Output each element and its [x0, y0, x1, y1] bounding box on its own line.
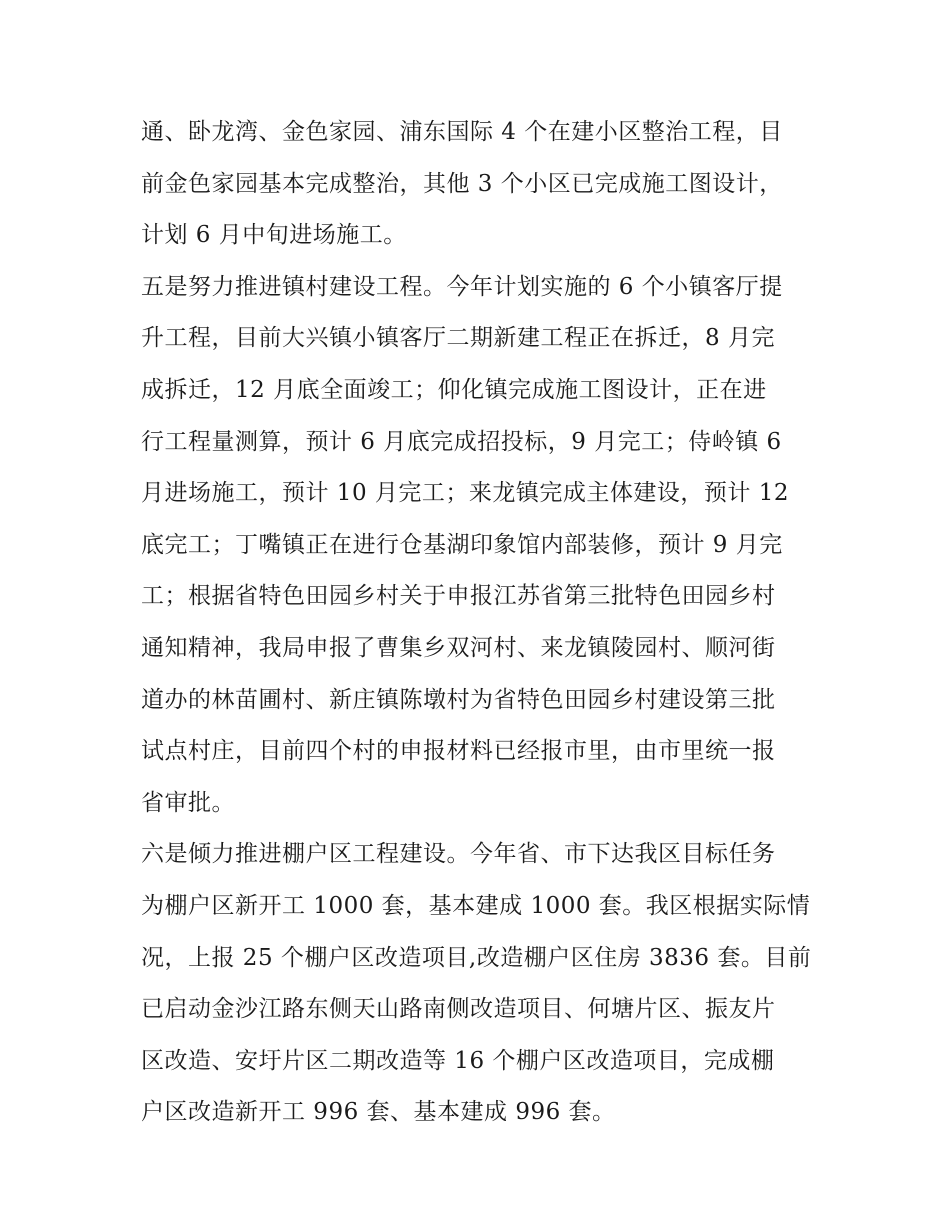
text-line: 计划 6 月中旬进场施工。 — [141, 222, 407, 249]
text-line: 行工程量测算，预计 6 月底完成招投标，9 月完工；侍岭镇 6 — [141, 428, 782, 455]
text-line: 通知精神，我局申报了曹集乡双河村、来龙镇陵园村、顺河街 — [141, 634, 776, 661]
text-line: 道办的林苗圃村、新庄镇陈墩村为省特色田园乡村建设第三批 — [141, 686, 776, 713]
text-line: 况，上报 25 个棚户区改造项目,改造棚户区住房 3836 套。目前 — [141, 944, 812, 971]
text-line: 六是倾力推进棚户区工程建设。今年省、市下达我区目标任务 — [141, 841, 776, 868]
text-line: 五是努力推进镇村建设工程。今年计划实施的 6 个小镇客厅提 — [141, 273, 783, 300]
body-text — [141, 107, 821, 1139]
text-line: 底完工；丁嘴镇正在进行仓基湖印象馆内部装修，预计 9 月完 — [141, 531, 783, 558]
text-line: 为棚户区新开工 1000 套，基本建成 1000 套。我区根据实际情 — [141, 892, 811, 919]
text-line: 前金色家园基本完成整治，其他 3 个小区已完成施工图设计， — [141, 170, 783, 197]
text-line: 工；根据省特色田园乡村关于申报江苏省第三批特色田园乡村 — [141, 583, 776, 610]
text-line: 户区改造新开工 996 套、基本建成 996 套。 — [141, 1099, 616, 1126]
text-line: 省审批。 — [141, 789, 235, 816]
text-line: 区改造、安圩片区二期改造等 16 个棚户区改造项目，完成棚 — [141, 1047, 775, 1074]
text-line: 月进场施工，预计 10 月完工；来龙镇完成主体建设，预计 12 — [141, 480, 789, 507]
text-line: 通、卧龙湾、金色家园、浦东国际 4 个在建小区整治工程，目 — [141, 119, 783, 145]
text-line: 试点村庄，目前四个村的申报材料已经报市里，由市里统一报 — [141, 738, 776, 765]
text-line: 升工程，目前大兴镇小镇客厅二期新建工程正在拆迁，8 月完 — [141, 325, 775, 352]
text-line: 已启动金沙江路东侧天山路南侧改造项目、何塘片区、振友片 — [141, 996, 776, 1023]
text-line: 成拆迁，12 月底全面竣工；仰化镇完成施工图设计，正在进 — [141, 376, 767, 403]
